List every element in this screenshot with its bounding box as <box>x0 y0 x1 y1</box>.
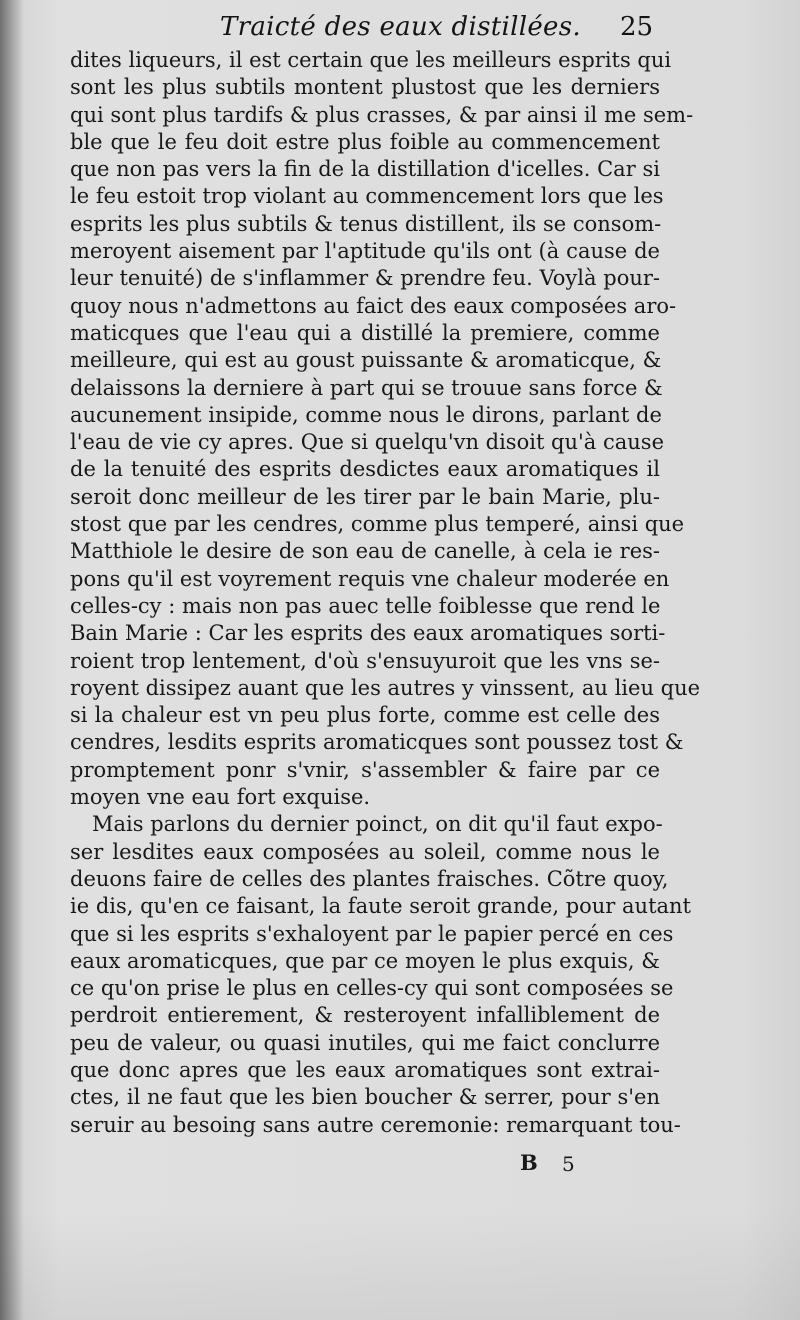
text-line: pons qu'il est voyrement requis vne chaleur moderée en <box>70 566 670 591</box>
text-line: ctes, il ne faut que les bien boucher & serrer, pour s'en <box>70 1085 660 1110</box>
text-line: l'eau de vie cy apres. Que si quelqu'vn disoit qu'à cause <box>70 430 665 455</box>
text-line: eaux aromaticques, que par ce moyen le plus exquis, & <box>70 948 660 973</box>
text-line: seruir au besoing sans autre ceremonie: remarquant tou- <box>70 1112 681 1137</box>
text-line: leur tenuité) de s'inflammer & prendre feu. Voylà pour- <box>70 266 660 291</box>
text-line: que non pas vers la fin de la distillation d'icelles. Car si <box>70 157 660 182</box>
text-line: esprits les plus subtils & tenus distillent, ils se consom- <box>70 211 662 236</box>
text-line: peu de valeur, ou quasi inutiles, qui me faict conclurre <box>70 1030 660 1055</box>
signature-mark: B <box>520 1150 538 1175</box>
text-line: moyen vne eau fort exquise. <box>70 785 371 810</box>
text-line: dites liqueurs, il est certain que les meilleurs esprits qui <box>70 48 672 72</box>
signature-number: 5 <box>562 1152 575 1176</box>
text-line: deuons faire de celles des plantes fraisches. Cõtre quoy, <box>70 866 669 891</box>
text-line: aucunement insipide, comme nous le dirons, parlant de <box>70 402 662 427</box>
text-line: qui sont plus tardifs & plus crasses, & par ainsi il me sem- <box>70 102 694 127</box>
text-line: ser lesdites eaux composées au soleil, comme nous le <box>70 839 660 864</box>
text-line: que donc apres que les eaux aromatiques sont extrai- <box>70 1057 660 1082</box>
text-line: sont les plus subtils montent plustost que les derniers <box>70 75 660 100</box>
text-line: promptement ponr s'vnir, s'assembler & faire par ce <box>70 757 660 782</box>
text-line: meroyent aisement par l'aptitude qu'ils ont (à cause de <box>70 239 660 264</box>
text-line: roient trop lentement, d'où s'ensuyuroit que les vns se- <box>70 648 660 673</box>
text-line: de la tenuité des esprits desdictes eaux aromatiques il <box>70 457 660 482</box>
running-title: Traicté des eaux distillées. <box>220 12 581 42</box>
text-line: delaissons la derniere à part qui se trouue sans force & <box>70 375 663 400</box>
text-line: maticques que l'eau qui a distillé la premiere, comme <box>70 320 660 345</box>
text-line: perdroit entierement, & resteroyent infalliblement de <box>70 1003 660 1028</box>
body-text <box>70 47 701 1139</box>
text-line: si la chaleur est vn peu plus forte, comme est celle des <box>70 703 660 728</box>
text-line: ie dis, qu'en ce faisant, la faute seroit grande, pour autant <box>70 894 691 919</box>
text-line: le feu estoit trop violant au commencement lors que les <box>70 184 664 209</box>
text-line: quoy nous n'admettons au faict des eaux composées aro- <box>70 293 677 318</box>
text-line: cendres, lesdits esprits aromaticques sont poussez tost & <box>70 730 684 755</box>
page-footer <box>520 1150 600 1182</box>
page-header <box>70 6 670 46</box>
text-line: Mais parlons du dernier poinct, on dit qu'il faut expo- <box>92 812 663 837</box>
text-line: seroit donc meilleur de les tirer par le bain Marie, plu- <box>70 484 660 509</box>
text-line: royent dissipez auant que les autres y vinssent, au lieu que <box>70 675 701 700</box>
text-line: Matthiole le desire de son eau de canelle, à cela ie res- <box>70 539 660 564</box>
text-line: celles-cy : mais non pas auec telle foiblesse que rend le <box>70 593 661 618</box>
text-line: ble que le feu doit estre plus foible au commencement <box>70 129 660 154</box>
text-line: ce qu'on prise le plus en celles-cy qui sont composées se <box>70 976 674 1001</box>
page-number: 25 <box>620 12 654 42</box>
text-line: stost que par les cendres, comme plus temperé, ainsi que <box>70 512 685 537</box>
text-line: meilleure, qui est au goust puissante & aromaticque, & <box>70 348 662 373</box>
text-line: Bain Marie : Car les esprits des eaux aromatiques sorti- <box>70 621 666 646</box>
text-line: que si les esprits s'exhaloyent par le papier percé en ces <box>70 921 674 946</box>
